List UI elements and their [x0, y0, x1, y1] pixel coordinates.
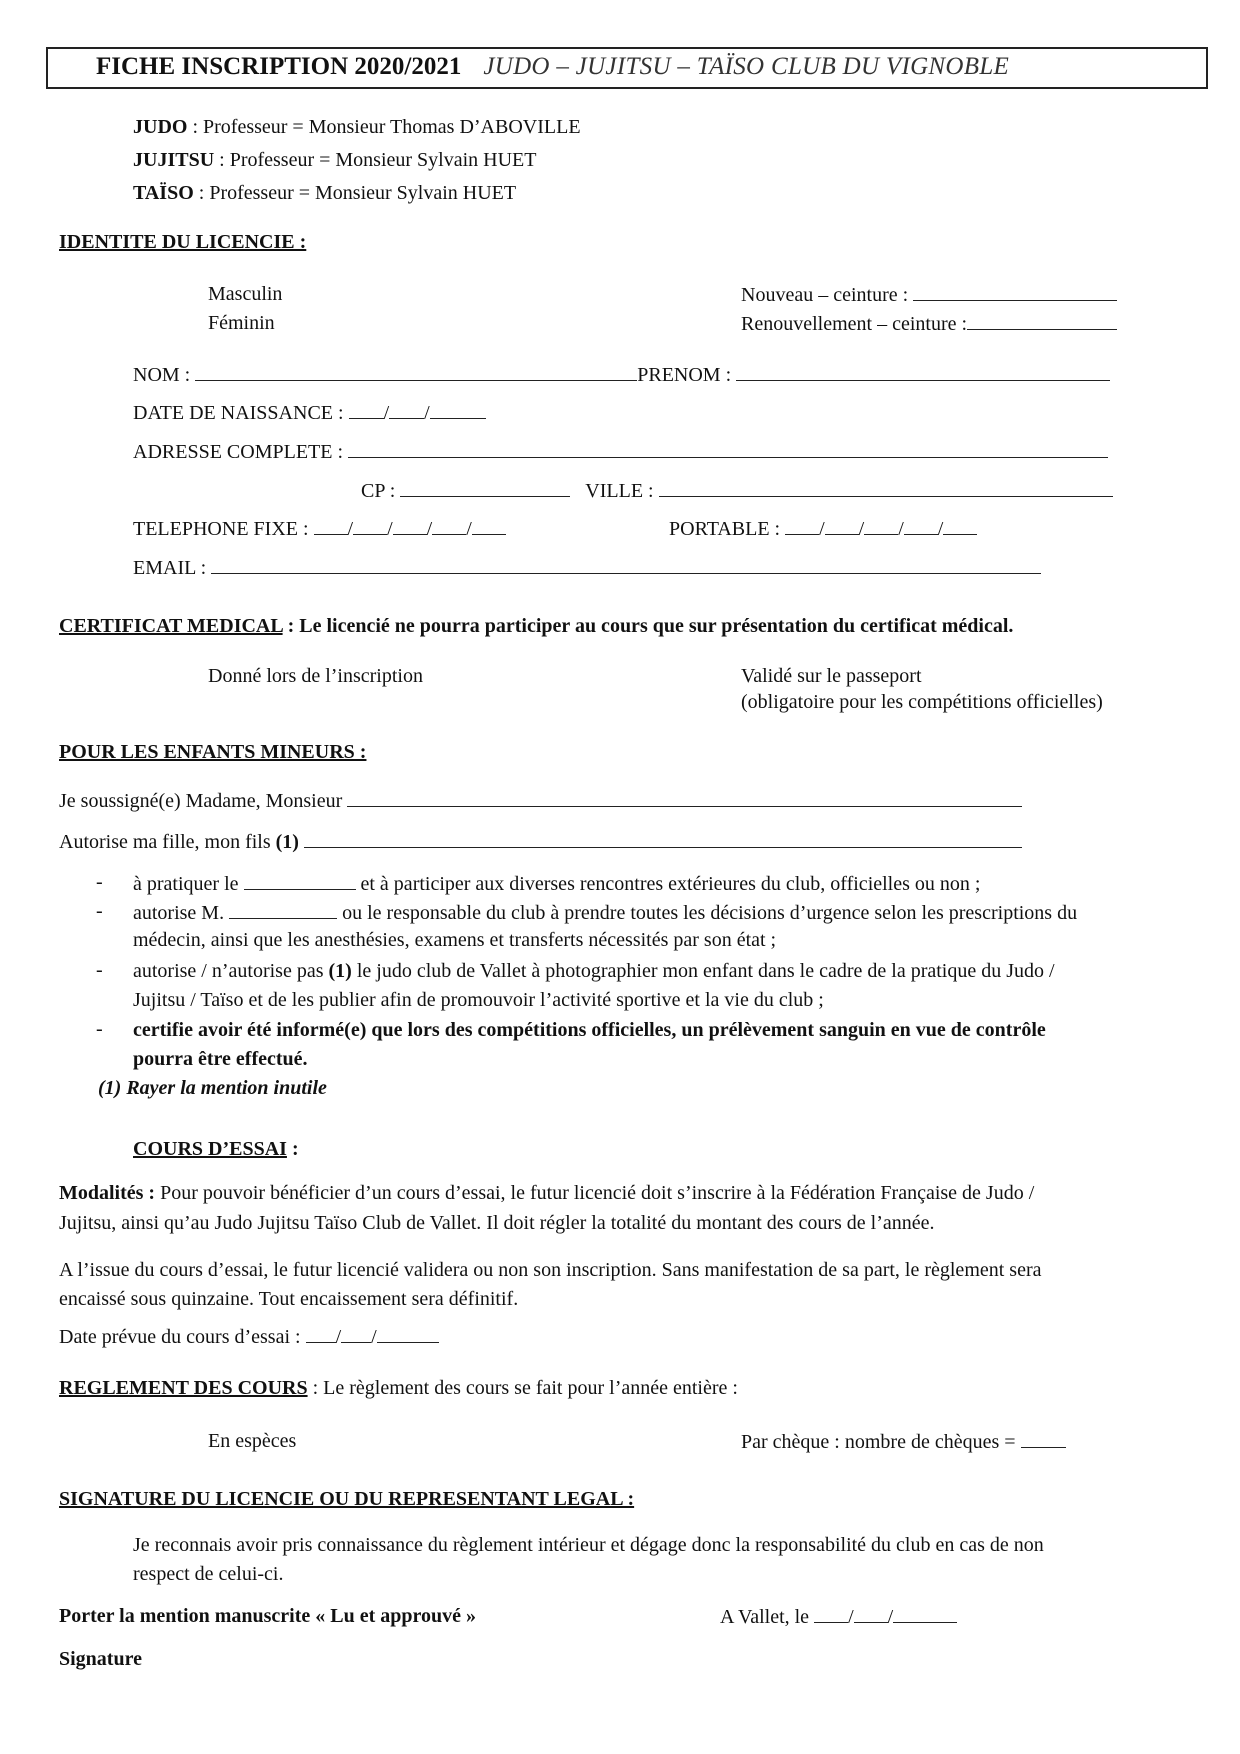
nom-field[interactable]: NOM : PRENOM :	[133, 362, 1110, 388]
bullet-controle: certifie avoir été informé(e) que lors des compétitions officielles, un prélèvement sanguin en vue de contrôle	[133, 1019, 1046, 1041]
bullet-dash: -	[96, 1018, 103, 1040]
issue-l2: encaissé sous quinzaine. Tout encaissement sera définitif.	[59, 1288, 519, 1310]
nom-line[interactable]	[195, 362, 637, 381]
certificat-option-inscription[interactable]: Donné lors de l’inscription	[208, 665, 423, 687]
adresse-field[interactable]: ADRESSE COMPLETE :	[133, 439, 1108, 465]
modalites-l2: Jujitsu, ainsi qu’au Judo Jujitsu Taïso Club de Vallet. Il doit régler la totalité du montant des cours de l’année.	[59, 1212, 935, 1234]
signature-label: Signature	[59, 1648, 142, 1670]
bullet-controle-cont: pourra être effectué.	[133, 1048, 308, 1070]
tel-2[interactable]	[353, 516, 387, 535]
cp-ville-field[interactable]: CP : VILLE :	[361, 478, 1113, 504]
autorise-line[interactable]	[304, 829, 1022, 848]
mineurs-heading: POUR LES ENFANTS MINEURS :	[59, 741, 367, 763]
renouvellement-ceinture-line[interactable]	[967, 311, 1117, 330]
option-feminin[interactable]: Féminin	[208, 312, 275, 334]
email-field[interactable]: EMAIL :	[133, 555, 1041, 581]
essai-day[interactable]	[306, 1324, 336, 1343]
lieu-date-field[interactable]: A Vallet, le / /	[720, 1604, 957, 1630]
email-line[interactable]	[211, 555, 1041, 574]
page-title	[96, 51, 1009, 82]
bullet-pratiquer: à pratiquer le et à participer aux diverses rencontres extérieures du club, officielles ou non ;	[133, 873, 981, 895]
dn-year[interactable]	[430, 400, 486, 419]
modalites-l1: Modalités : Pour pouvoir bénéficier d’un cours d’essai, le futur licencié doit s’inscrire à la Fédération Française de Judo /	[59, 1182, 1035, 1204]
nouveau-ceinture-field[interactable]: Nouveau – ceinture :	[741, 282, 1117, 308]
tel-5[interactable]	[472, 516, 506, 535]
port-4[interactable]	[904, 516, 938, 535]
tel-1[interactable]	[314, 516, 348, 535]
adresse-line[interactable]	[348, 439, 1108, 458]
soussigne-line[interactable]	[347, 788, 1022, 807]
dn-month[interactable]	[389, 400, 424, 419]
club-name: JUDO – JUJITSU – TAÏSO CLUB DU VIGNOBLE	[483, 53, 1010, 80]
telephone-fixe-field[interactable]: TELEPHONE FIXE : / / / /	[133, 516, 506, 542]
dn-day[interactable]	[349, 400, 384, 419]
prenom-line[interactable]	[736, 362, 1110, 381]
bullet-urgence-cont: médecin, ainsi que les anesthésies, examens et transferts nécessités par son état ;	[133, 929, 777, 951]
professor-taiso: TAÏSO : Professeur = Monsieur Sylvain HUET	[133, 182, 517, 204]
bullet-dash: -	[96, 900, 103, 922]
discipline-line[interactable]	[244, 871, 356, 890]
sig-month[interactable]	[854, 1604, 888, 1623]
option-especes[interactable]: En espèces	[208, 1430, 297, 1452]
reglement-section: REGLEMENT DES COURS : Le règlement des cours se fait pour l’année entière :	[59, 1377, 738, 1399]
sig-day[interactable]	[814, 1604, 848, 1623]
reglement-interieur-l1: Je reconnais avoir pris connaissance du règlement intérieur et dégage donc la responsabilité du club en cas de non	[133, 1534, 1044, 1556]
cheque-count-line[interactable]	[1021, 1429, 1066, 1448]
professor-judo: JUDO : Professeur = Monsieur Thomas D’ABOVILLE	[133, 116, 581, 138]
renouvellement-ceinture-field[interactable]: Renouvellement – ceinture :	[741, 311, 1117, 337]
signature-heading: SIGNATURE DU LICENCIE OU DU REPRESENTANT LEGAL :	[59, 1488, 635, 1510]
bullet-dash: -	[96, 871, 103, 893]
tel-4[interactable]	[432, 516, 466, 535]
form-title: FICHE INSCRIPTION 2020/2021	[96, 53, 462, 80]
certificat-section	[59, 614, 1013, 639]
sig-year[interactable]	[893, 1604, 957, 1623]
cheque-field[interactable]: Par chèque : nombre de chèques =	[741, 1429, 1066, 1455]
bullet-dash: -	[96, 959, 103, 981]
date-essai-field[interactable]: Date prévue du cours d’essai : / /	[59, 1324, 439, 1350]
nouveau-ceinture-line[interactable]	[913, 282, 1117, 301]
port-1[interactable]	[785, 516, 819, 535]
identity-heading: IDENTITE DU LICENCIE :	[59, 231, 307, 253]
essai-heading: COURS D’ESSAI :	[133, 1138, 299, 1160]
ville-line[interactable]	[659, 478, 1113, 497]
issue-l1: A l’issue du cours d’essai, le futur licencié validera ou non son inscription. Sans manifestation de sa part, le règlement sera	[59, 1259, 1042, 1281]
footnote: (1) Rayer la mention inutile	[98, 1077, 327, 1099]
certificat-option-note: (obligatoire pour les compétitions officielles)	[741, 691, 1103, 713]
option-masculin[interactable]: Masculin	[208, 283, 283, 305]
portable-field[interactable]: PORTABLE : / / / /	[669, 516, 977, 542]
responsable-line[interactable]	[229, 900, 337, 919]
bullet-urgence: autorise M. ou le responsable du club à prendre toutes les décisions d’urgence selon les prescriptions du	[133, 902, 1078, 924]
professor-jujitsu: JUJITSU : Professeur = Monsieur Sylvain HUET	[133, 149, 537, 171]
tel-3[interactable]	[393, 516, 427, 535]
bullet-photo-cont: Jujitsu / Taïso et de les publier afin de promouvoir l’activité sportive et la vie du club ;	[133, 989, 824, 1011]
mention-manuscrite: Porter la mention manuscrite « Lu et approuvé »	[59, 1605, 477, 1627]
reglement-interieur-l2: respect de celui-ci.	[133, 1563, 284, 1585]
certificat-heading: CERTIFICAT MEDICAL	[59, 615, 283, 637]
port-2[interactable]	[825, 516, 859, 535]
autorise-field[interactable]: Autorise ma fille, mon fils (1)	[59, 829, 1022, 855]
cp-line[interactable]	[400, 478, 570, 497]
bullet-photo: autorise / n’autorise pas (1) le judo club de Vallet à photographier mon enfant dans le cadre de la pratique du Judo /	[133, 960, 1055, 982]
date-naissance-field[interactable]: DATE DE NAISSANCE : / /	[133, 400, 486, 426]
certificat-text: : Le licencié ne pourra participer au cours que sur présentation du certificat médical.	[282, 615, 1014, 637]
essai-month[interactable]	[341, 1324, 371, 1343]
essai-year[interactable]	[377, 1324, 439, 1343]
port-3[interactable]	[864, 516, 898, 535]
port-5[interactable]	[943, 516, 977, 535]
certificat-option-passeport[interactable]: Validé sur le passeport	[741, 665, 922, 687]
soussigne-field[interactable]: Je soussigné(e) Madame, Monsieur	[59, 788, 1022, 814]
